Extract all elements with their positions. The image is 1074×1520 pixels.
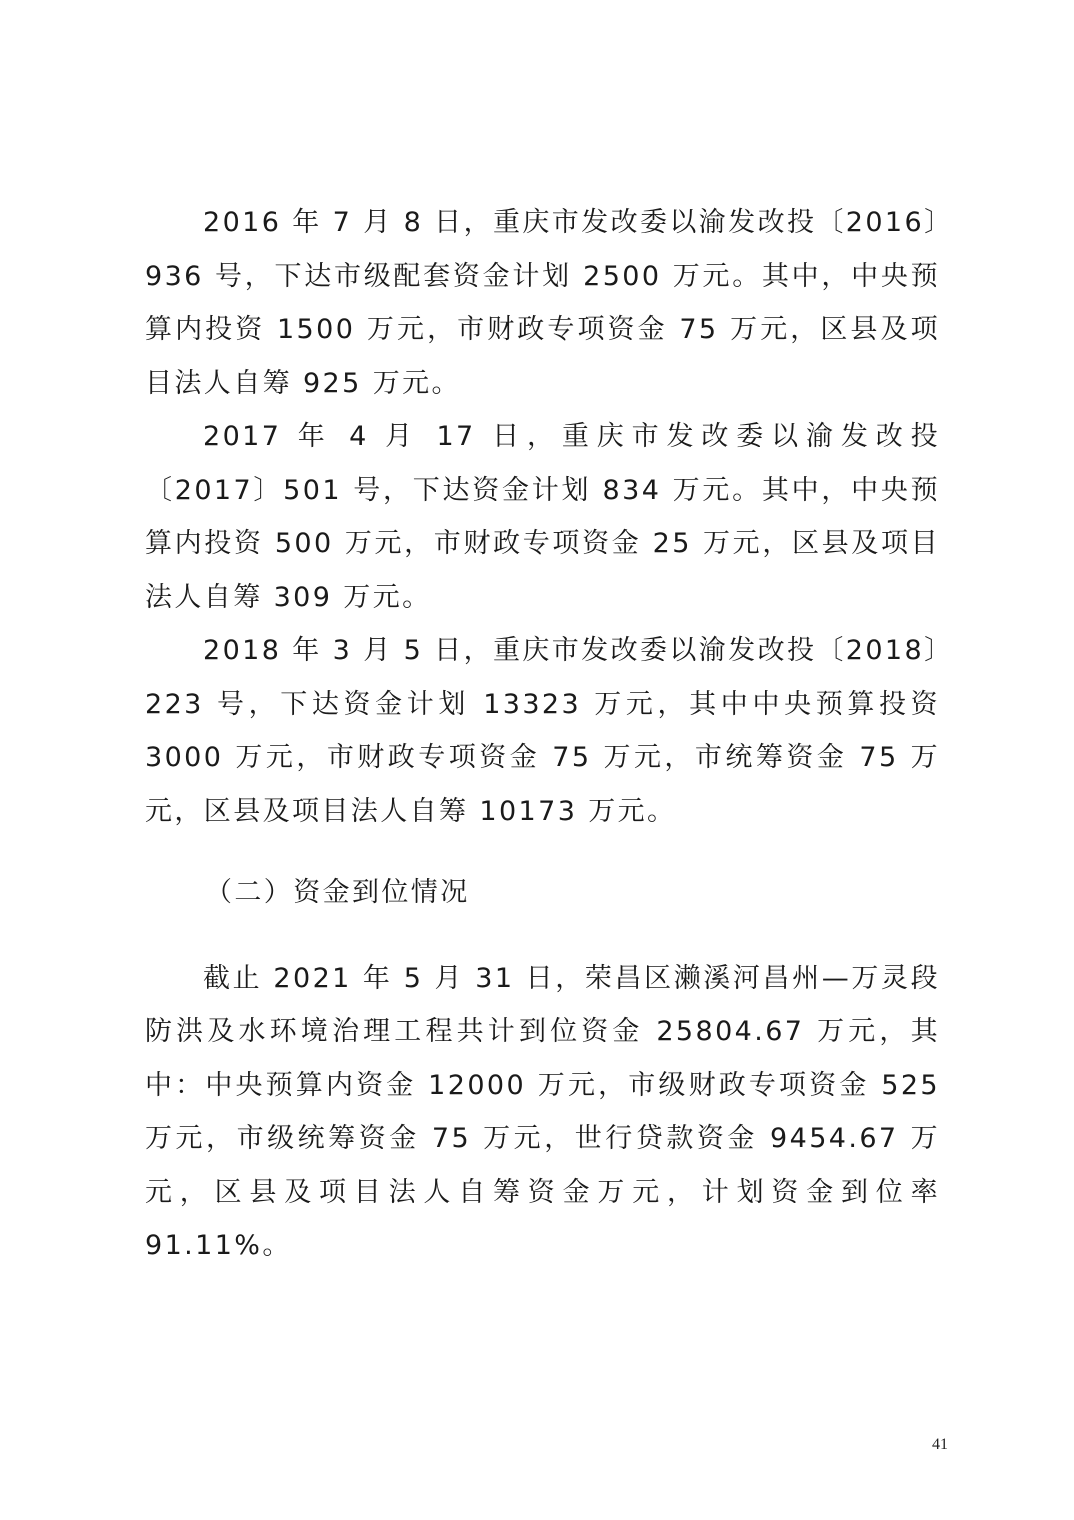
paragraph-funds-in-place: 截止 2021 年 5 月 31 日，荣昌区濑溪河昌州—万灵段防洪及水环境治理工程共计到位资金 25804.67 万元，其中：中央预算内资金 12000 万元，市级财政专项资金 525 万元，市级统筹资金 75 万元，世行贷款资金 9454.67 万元，区县及项目法人自筹资金万元，计划资金到位率 91.11%。 <box>145 962 940 1261</box>
page-body <box>145 196 940 1273</box>
section-heading: （二）资金到位情况 <box>205 877 470 908</box>
paragraph-2018-plan: 2018 年 3 月 5 日，重庆市发改委以渝发改投〔2018〕223 号，下达资金计划 13323 万元，其中中央预算投资 3000 万元，市财政专项资金 75 万元，市统筹资金 75 万元，区县及项目法人自筹 10173 万元。 <box>145 635 940 827</box>
paragraph-2016-plan: 2016 年 7 月 8 日，重庆市发改委以渝发改投〔2016〕936 号，下达市级配套资金计划 2500 万元。其中，中央预算内投资 1500 万元，市财政专项资金 75 万元，区县及项目法人自筹 925 万元。 <box>145 207 940 399</box>
page-number: 41 <box>932 1436 948 1453</box>
paragraph-2017-plan: 2017 年 4 月 17 日，重庆市发改委以渝发改投〔2017〕501 号，下达资金计划 834 万元。其中，中央预算内投资 500 万元，市财政专项资金 25 万元，区县及项目法人自筹 309 万元。 <box>145 421 940 613</box>
